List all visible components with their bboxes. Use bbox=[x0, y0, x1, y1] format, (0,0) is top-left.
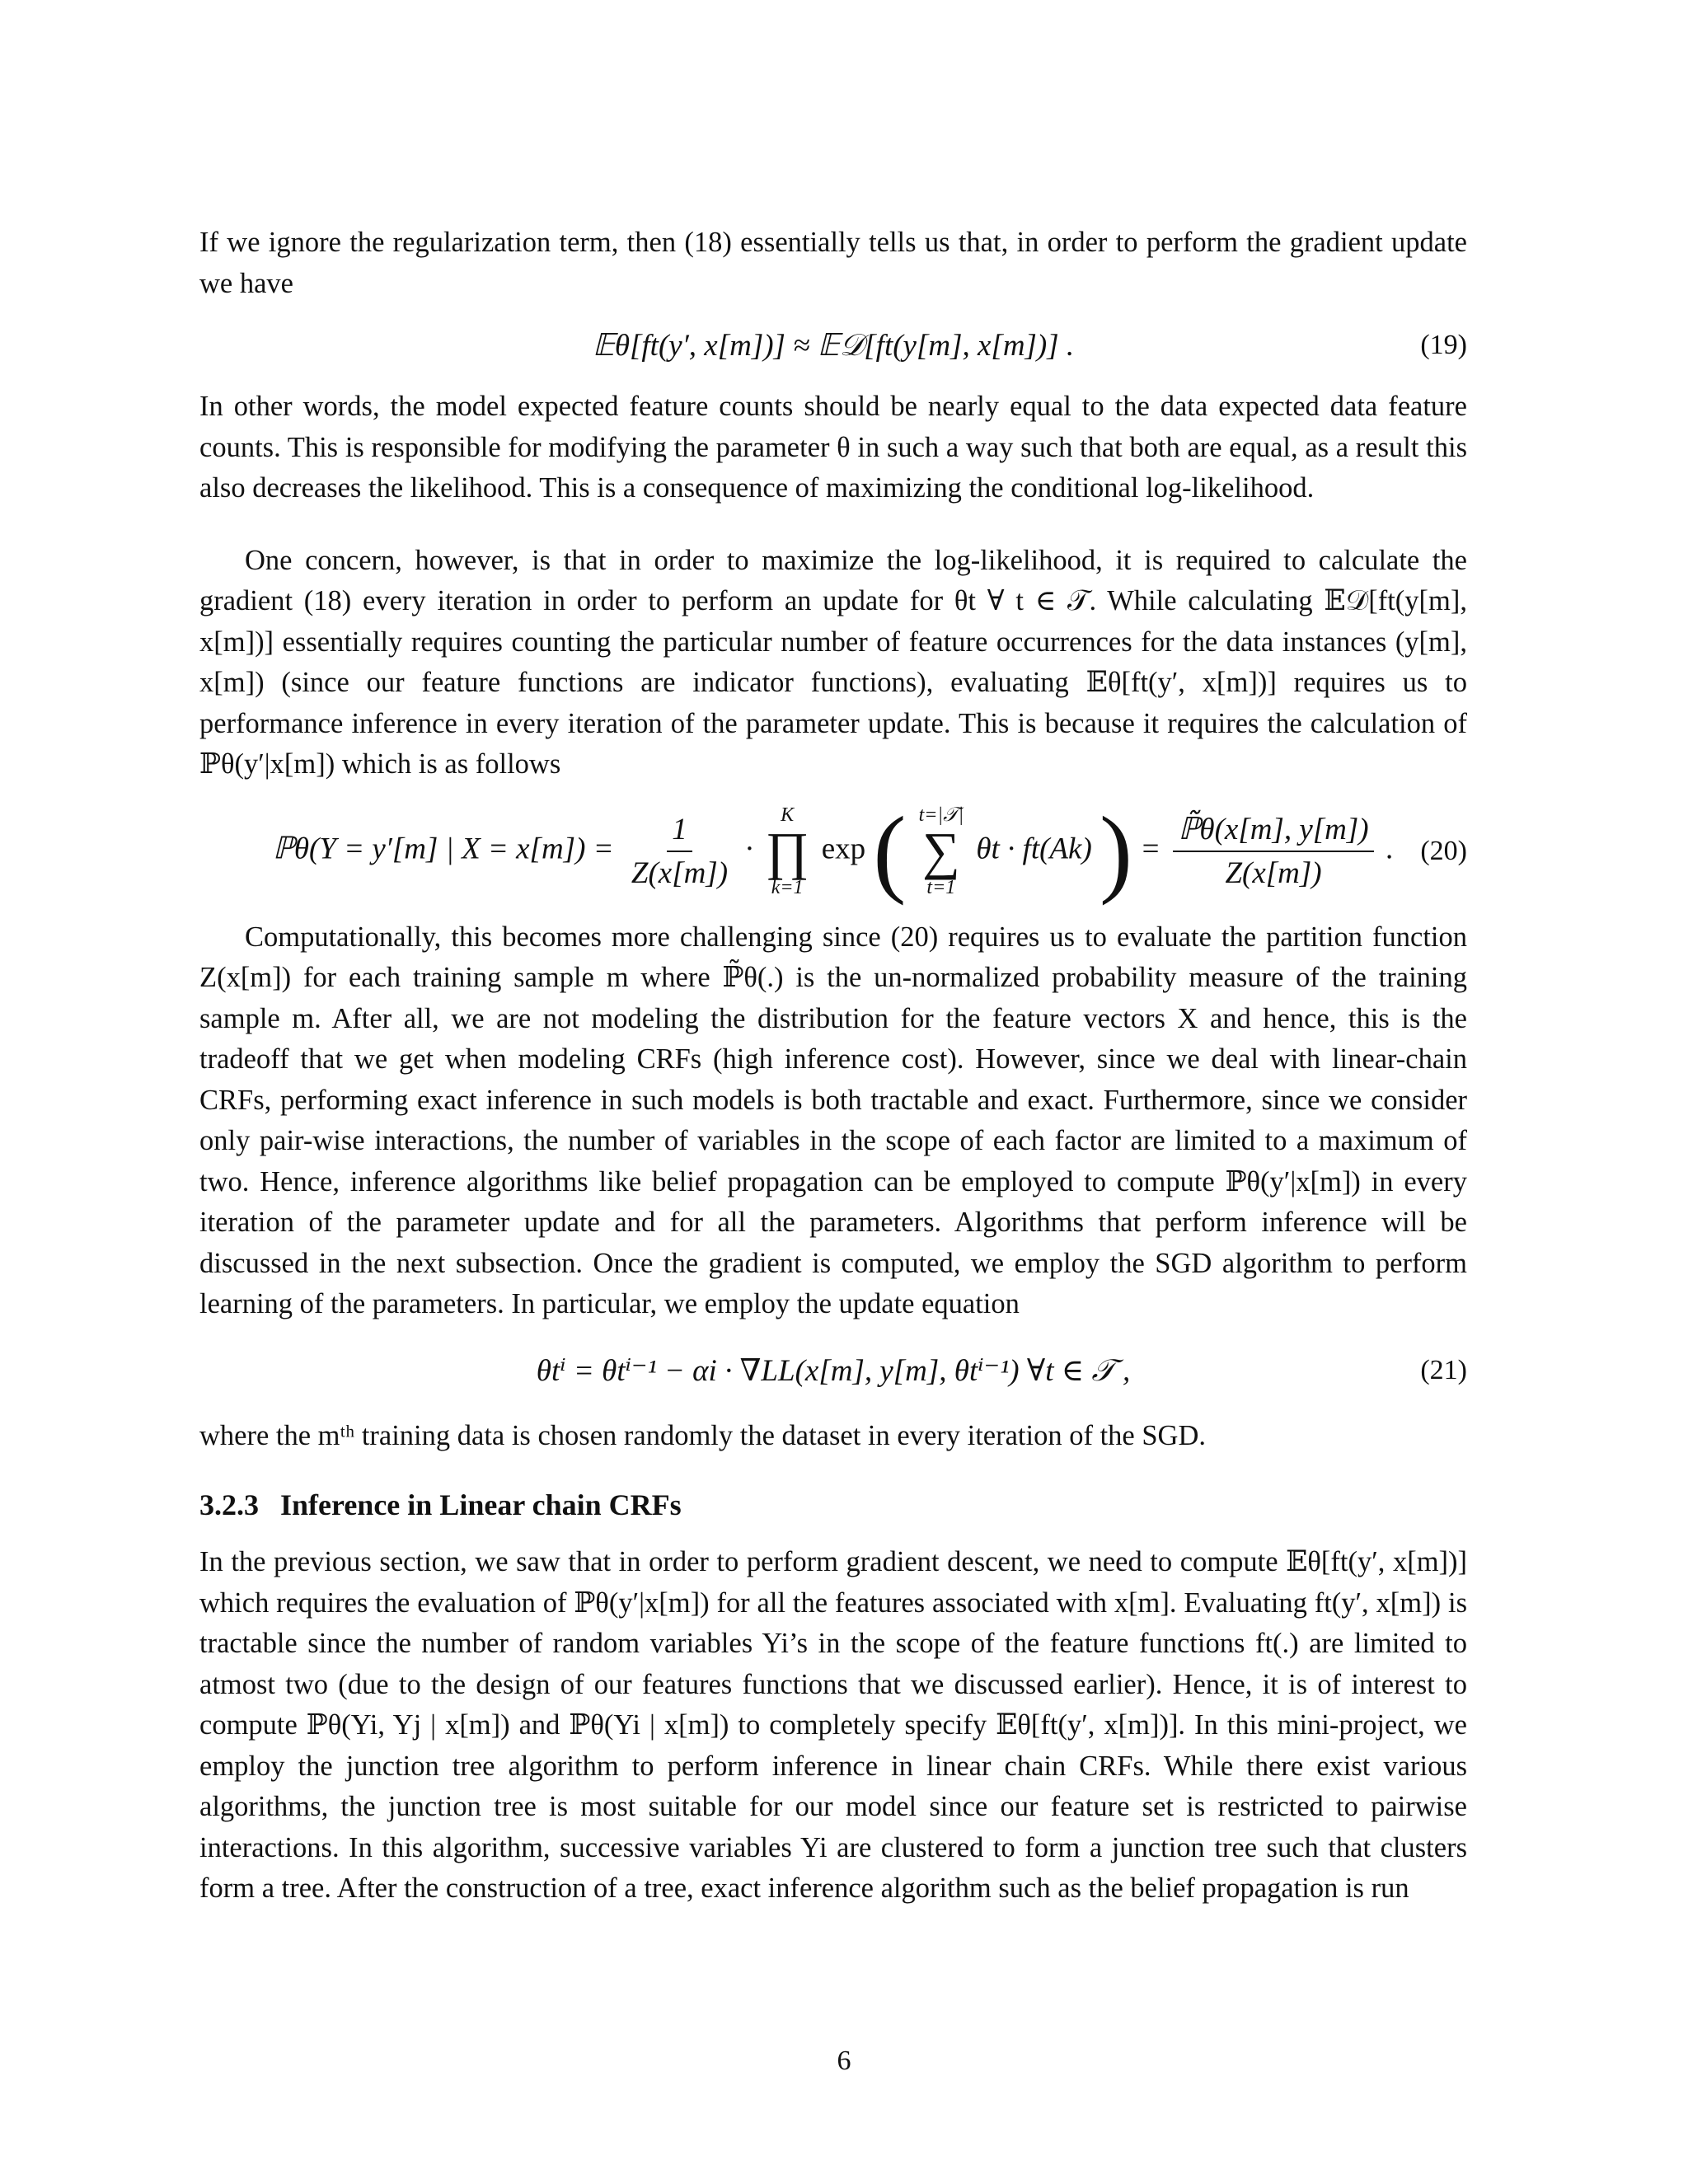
equation-21 bbox=[199, 1325, 1467, 1416]
paragraph-feature-counts: In other words, the model expected feature counts should be nearly equal to the data expected data feature counts. This is responsible for modifying the parameter θ in such a way such that both are equal, as a result this also decreases the likelihood. This is a consequence of maximizing the conditional log-likelihood. bbox=[199, 391, 1467, 504]
paragraph-computationally: Computationally, this becomes more challenging since (20) requires us to evaluate the partition function Z(x[m]) for each training sample m where ℙ̃θ(.) is the un-normalized probability measure of the training sample m. After all, we are not modeling the distribution for the feature vectors X and hence, this is the tradeoff that we get when modeling CRFs (high inference cost). However, since we deal with linear-chain CRFs, performing exact inference in such models is both tractable and exact. Furthermore, since we consider only pair-wise interactions, the number of variables in the scope of each factor are limited to a maximum of two. Hence, inference algorithms like belief propagation can be employed to compute ℙθ(y′|x[m]) in every iteration of the parameter update and for all the parameters. Algorithms that perform inference will be discussed in the next subsection. Once the gradient is computed, we employ the SGD algorithm to perform learning of the parameters. In particular, we employ the update equation bbox=[199, 921, 1467, 1319]
product-operator bbox=[766, 804, 809, 898]
equation-20 bbox=[199, 785, 1467, 917]
paragraph-mth-training: where the mᵗʰ training data is chosen randomly the dataset in every iteration of the SGD. bbox=[199, 1419, 1206, 1451]
section-title: Inference in Linear chain CRFs bbox=[280, 1488, 682, 1521]
equation-21-body: θtⁱ = θtⁱ⁻¹ − αi · ∇LL(x[m], y[m], θtⁱ⁻¹) ∀t ∈ 𝒯 , bbox=[536, 1353, 1131, 1388]
fraction-1-numerator: 1 bbox=[667, 812, 692, 852]
equation-20-dot: · bbox=[745, 831, 753, 865]
product-lower-limit: k=1 bbox=[771, 876, 804, 898]
sum-upper-limit: t=|𝒯| bbox=[918, 804, 964, 826]
paragraph-concern: One concern, however, is that in order to maximize the log-likelihood, it is required to calculate the gradient (18) every iteration in order to perform an update for θt ∀ t ∈ 𝒯. While calculating 𝔼𝒟[ft(y[m], x[m])] essentially requires counting the particular number of feature occurrences for the data instances (y[m], x[m]) (since our feature functions are indicator functions), evaluating 𝔼θ[ft(y′, x[m])] requires us to performance inference in every iteration of the parameter update. This is because it requires the calculation of ℙθ(y′|x[m]) which is as follows bbox=[199, 544, 1467, 780]
equation-20-body bbox=[272, 795, 1395, 906]
right-paren: ) bbox=[1100, 795, 1132, 906]
fraction-2-denominator: Z(x[m]) bbox=[1225, 856, 1322, 890]
equation-20-fraction-2 bbox=[1173, 811, 1373, 891]
page-number: 6 bbox=[837, 2046, 851, 2076]
fraction-2-numerator: ℙ̃θ(x[m], y[m]) bbox=[1173, 811, 1373, 852]
product-upper-limit: K bbox=[781, 804, 795, 826]
equation-20-tail: . bbox=[1386, 831, 1395, 865]
paragraph-inference: In the previous section, we saw that in order to perform gradient descent, we need to compute 𝔼θ[ft(y′, x[m])] which requires the evaluation of ℙθ(y′|x[m]) for all the features associated with x[m]. Evaluating ft(y′, x[m]) is tractable since the number of random variables Yi’s in the scope of the feature functions ft(.) are limited to atmost two (due to the design of our features functions that we discussed earlier). Hence, it is of interest to compute ℙθ(Yi, Yj | x[m]) and ℙθ(Yi | x[m]) to completely specify 𝔼θ[ft(y′, x[m])]. In this mini-project, we employ the junction tree algorithm to perform inference in linear chain CRFs. While there exist various algorithms, the junction tree is most suitable for our model since our feature set is restricted to pairwise interactions. In this algorithm, successive variables Yi are clustered to form a junction tree such that clusters form a tree. After the construction of a tree, exact inference algorithm such as the belief propagation is run bbox=[199, 1546, 1467, 1904]
equation-19-number: (19) bbox=[1420, 330, 1467, 360]
equation-19 bbox=[199, 304, 1467, 387]
section-number: 3.2.3 bbox=[199, 1488, 259, 1521]
left-paren: ( bbox=[873, 795, 907, 906]
equation-20-number: (20) bbox=[1420, 835, 1467, 866]
sum-symbol: ∑ bbox=[922, 821, 960, 880]
page-content bbox=[199, 223, 1467, 1910]
equation-20-equals: = bbox=[1140, 831, 1161, 865]
equation-20-lhs: ℙθ(Y = y′[m] | X = x[m]) = bbox=[272, 831, 614, 865]
fraction-1-denominator: Z(x[m]) bbox=[631, 855, 729, 890]
sum-lower-limit: t=1 bbox=[926, 876, 956, 898]
equation-21-number: (21) bbox=[1420, 1354, 1467, 1385]
equation-20-fraction-1 bbox=[626, 812, 733, 891]
section-heading bbox=[199, 1488, 1467, 1522]
sum-operator bbox=[919, 804, 964, 898]
equation-19-body: 𝔼θ[ft(y′, x[m])] ≈ 𝔼𝒟[ft(y[m], x[m])] . bbox=[592, 329, 1075, 363]
exp-function: exp bbox=[821, 831, 866, 865]
sum-summand: θt · ft(Ak) bbox=[976, 831, 1092, 865]
paragraph-regularization: If we ignore the regularization term, then (18) essentially tells us that, in order to perform the gradient update we have bbox=[199, 227, 1467, 299]
product-symbol: ∏ bbox=[765, 821, 809, 880]
